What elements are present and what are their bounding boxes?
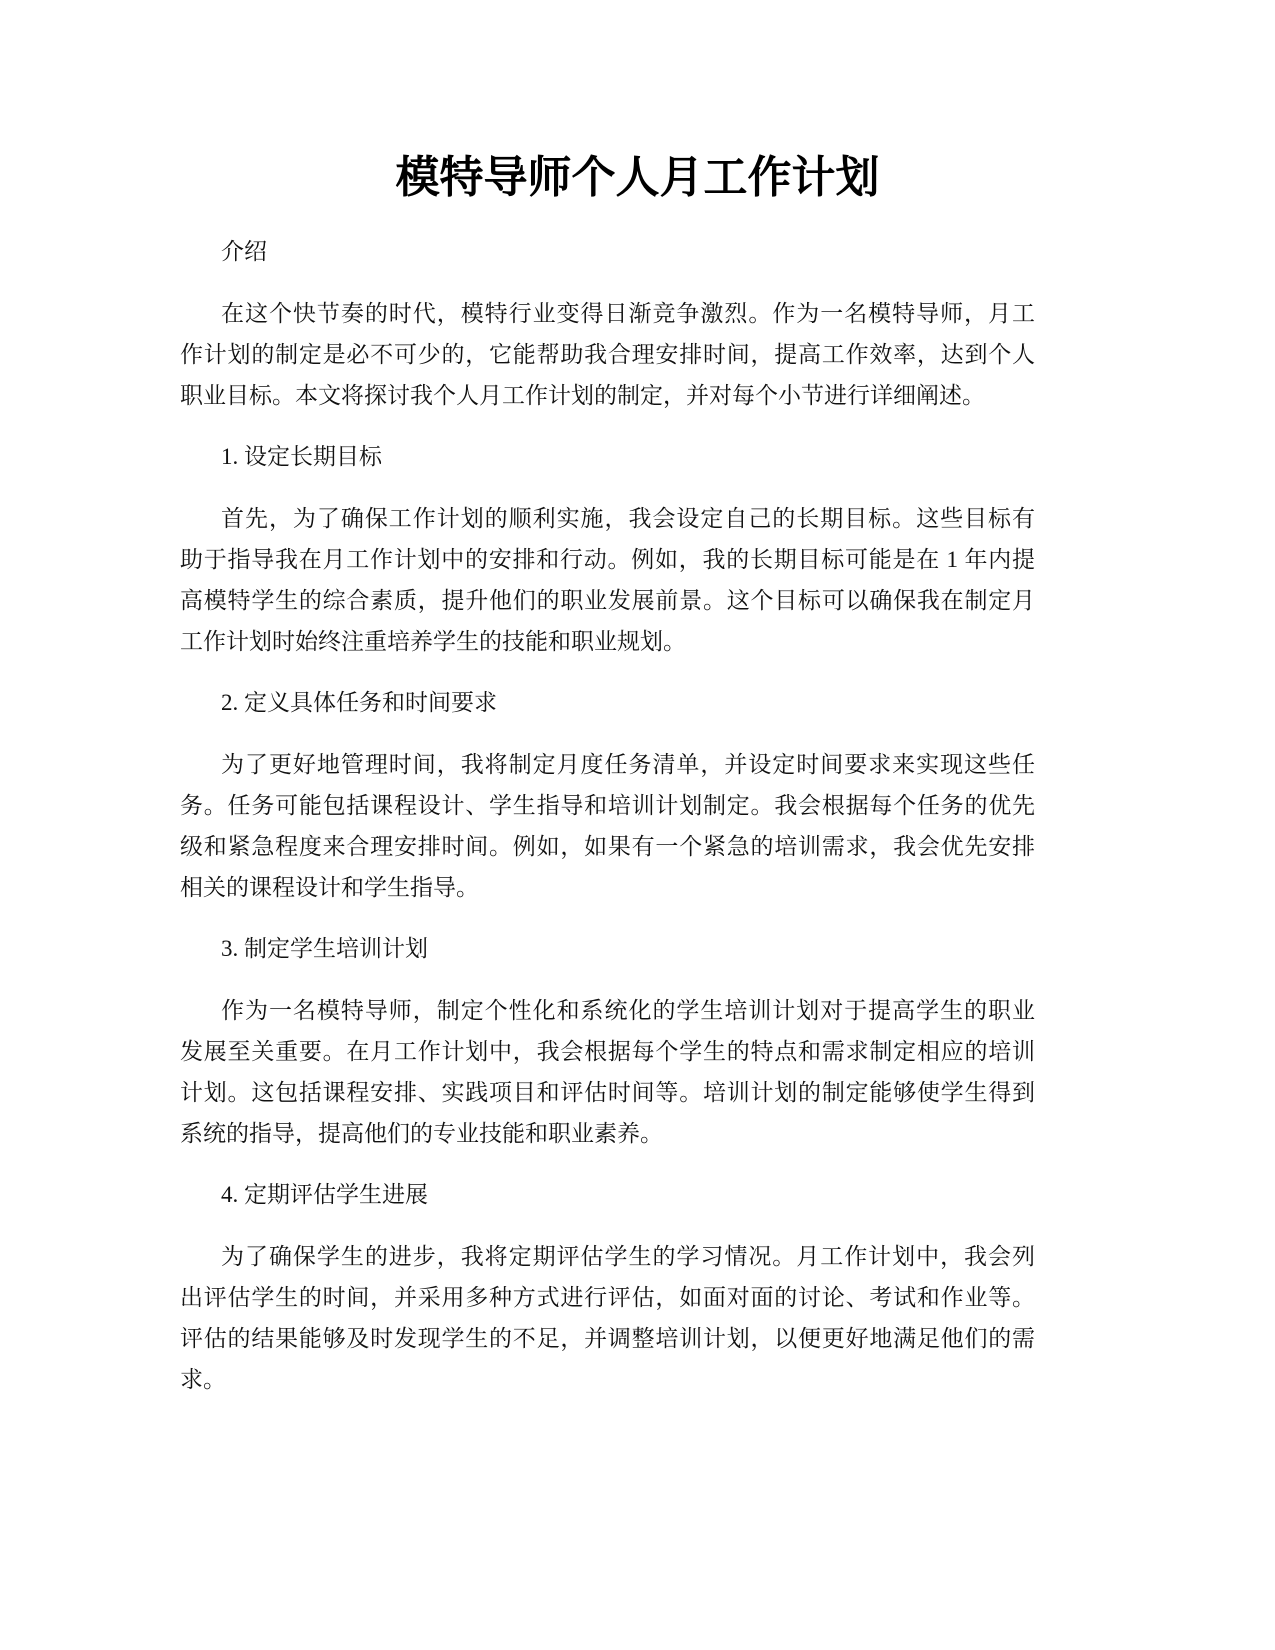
- paragraph-line: 高模特学生的综合素质，提升他们的职业发展前景。这个目标可以确保我在制定月: [180, 588, 1035, 613]
- paragraph-line: 相关的课程设计和学生指导。: [180, 875, 479, 900]
- paragraph-line: 职业目标。本文将探讨我个人月工作计划的制定，并对每个小节进行详细阐述。: [180, 383, 985, 408]
- document-body: [180, 231, 1035, 1420]
- paragraph-line: 系统的指导，提高他们的专业技能和职业素养。: [180, 1121, 663, 1146]
- section-heading-intro: 介绍: [221, 239, 267, 264]
- paragraph-long-term-goals: [180, 498, 1035, 662]
- paragraph-line: 评估的结果能够及时发现学生的不足，并调整培训计划，以便更好地满足他们的需: [180, 1326, 1035, 1351]
- paragraph-line: 级和紧急程度来合理安排时间。例如，如果有一个紧急的培训需求，我会优先安排: [180, 834, 1035, 859]
- paragraph-line: 计划。这包括课程安排、实践项目和评估时间等。培训计划的制定能够使学生得到: [180, 1080, 1035, 1105]
- section-heading-tasks-and-time: 2. 定义具体任务和时间要求: [221, 690, 497, 715]
- paragraph-line: 助于指导我在月工作计划中的安排和行动。例如，我的长期目标可能是在 1 年内提: [180, 547, 1035, 572]
- section-heading-training-plan: 3. 制定学生培训计划: [221, 936, 428, 961]
- paragraph-line: 首先，为了确保工作计划的顺利实施，我会设定自己的长期目标。这些目标有: [221, 506, 1035, 531]
- paragraph-line: 出评估学生的时间，并采用多种方式进行评估，如面对面的讨论、考试和作业等。: [180, 1285, 1035, 1310]
- paragraph-progress-evaluation: [180, 1236, 1035, 1400]
- paragraph-line: 发展至关重要。在月工作计划中，我会根据每个学生的特点和需求制定相应的培训: [180, 1039, 1035, 1064]
- paragraph-line: 在这个快节奏的时代，模特行业变得日渐竞争激烈。作为一名模特导师，月工: [221, 301, 1035, 326]
- paragraph-tasks-and-time: [180, 744, 1035, 908]
- paragraph-training-plan: [180, 990, 1035, 1154]
- paragraph-line: 务。任务可能包括课程设计、学生指导和培训计划制定。我会根据每个任务的优先: [180, 793, 1035, 818]
- paragraph-line: 作计划的制定是必不可少的，它能帮助我合理安排时间，提高工作效率，达到个人: [180, 342, 1035, 367]
- page-title: 模特导师个人月工作计划: [395, 153, 880, 202]
- paragraph-line: 为了确保学生的进步，我将定期评估学生的学习情况。月工作计划中，我会列: [221, 1244, 1035, 1269]
- paragraph-line: 作为一名模特导师，制定个性化和系统化的学生培训计划对于提高学生的职业: [221, 998, 1035, 1023]
- section-heading-long-term-goals: 1. 设定长期目标: [221, 444, 382, 469]
- paragraph-line: 工作计划时始终注重培养学生的技能和职业规划。: [180, 629, 686, 654]
- paragraph-line: 求。: [180, 1367, 226, 1392]
- paragraph-intro: [180, 293, 1035, 416]
- section-heading-progress-evaluation: 4. 定期评估学生进展: [221, 1182, 428, 1207]
- paragraph-line: 为了更好地管理时间，我将制定月度任务清单，并设定时间要求来实现这些任: [221, 752, 1035, 777]
